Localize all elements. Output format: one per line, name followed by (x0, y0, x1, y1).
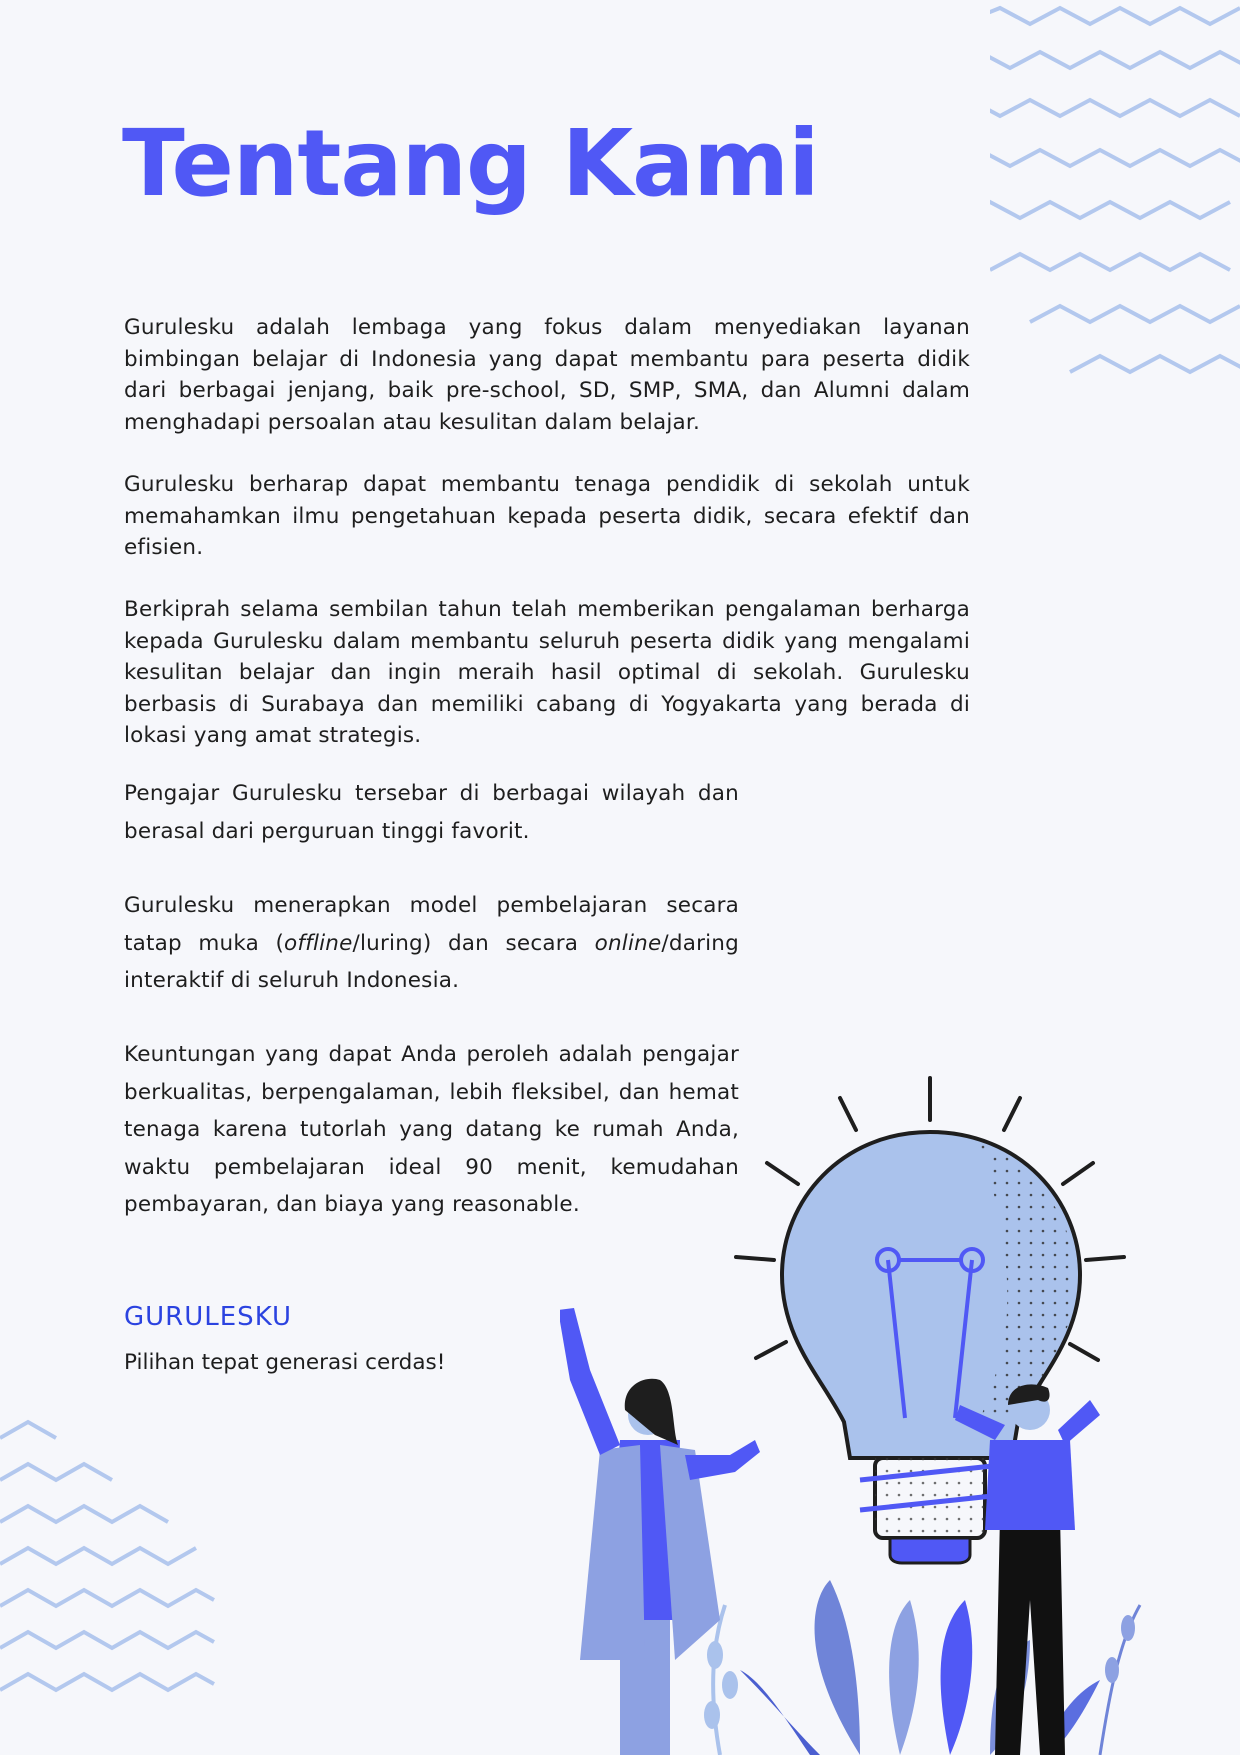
about-paragraph-6: Keuntungan yang dapat Anda peroleh adalah pengajar berkualitas, berpengalaman, lebih fleksibel, dan hemat tenaga karena tutorlah yang datang ke rumah Anda, waktu pembelajaran ideal 90 menit, kemudahan pembayaran, dan biaya yang reasonable. (124, 1042, 739, 1217)
p5-text-2: /luring) dan secara (352, 930, 595, 956)
p5-online-term: online (594, 930, 662, 956)
zigzag-pattern-bottom-icon (0, 1410, 220, 1710)
about-paragraph-4: Pengajar Gurulesku tersebar di berbagai wilayah dan berasal dari perguruan tinggi favorit. (124, 781, 739, 844)
p5-offline-term: offline (284, 930, 353, 956)
p5-text-3: /daring interaktif di seluruh Indonesia. (124, 930, 739, 993)
p5-text-1: Gurulesku menerapkan model pembelajaran secara tatap muka ( (124, 893, 739, 956)
lightbulb-people-illustration (560, 1060, 1240, 1755)
about-paragraph-3: Berkiprah selama sembilan tahun telah memberikan pengalaman berharga kepada Gurulesku dalam membantu seluruh peserta didik yang mengalami kesulitan belajar dan ingin meraih hasil optimal di sekolah. Gurulesku berbasis di Surabaya dan memiliki cabang di Yogyakarta yang berada di lokasi yang amat strategis. (124, 597, 970, 748)
zigzag-pattern-top-icon (930, 0, 1240, 400)
about-paragraph-5 (124, 887, 739, 1000)
brand-tagline: Pilihan tepat generasi cerdas! (124, 1350, 446, 1375)
about-paragraph-2: Gurulesku berharap dapat membantu tenaga pendidik di sekolah untuk memahamkan ilmu pengetahuan kepada peserta didik, secara efektif dan efisien. (124, 472, 970, 560)
page-title: Tentang Kami (122, 110, 819, 217)
about-paragraph-1: Gurulesku adalah lembaga yang fokus dalam menyediakan layanan bimbingan belajar di Indonesia yang dapat membantu para peserta didik dari berbagai jenjang, baik pre-school, SD, SMP, SMA, dan Alumni dalam menghadapi persoalan atau kesulitan dalam belajar. (124, 315, 970, 435)
plants-icon (704, 1580, 1140, 1755)
brand-name: GURULESKU (124, 1302, 293, 1332)
